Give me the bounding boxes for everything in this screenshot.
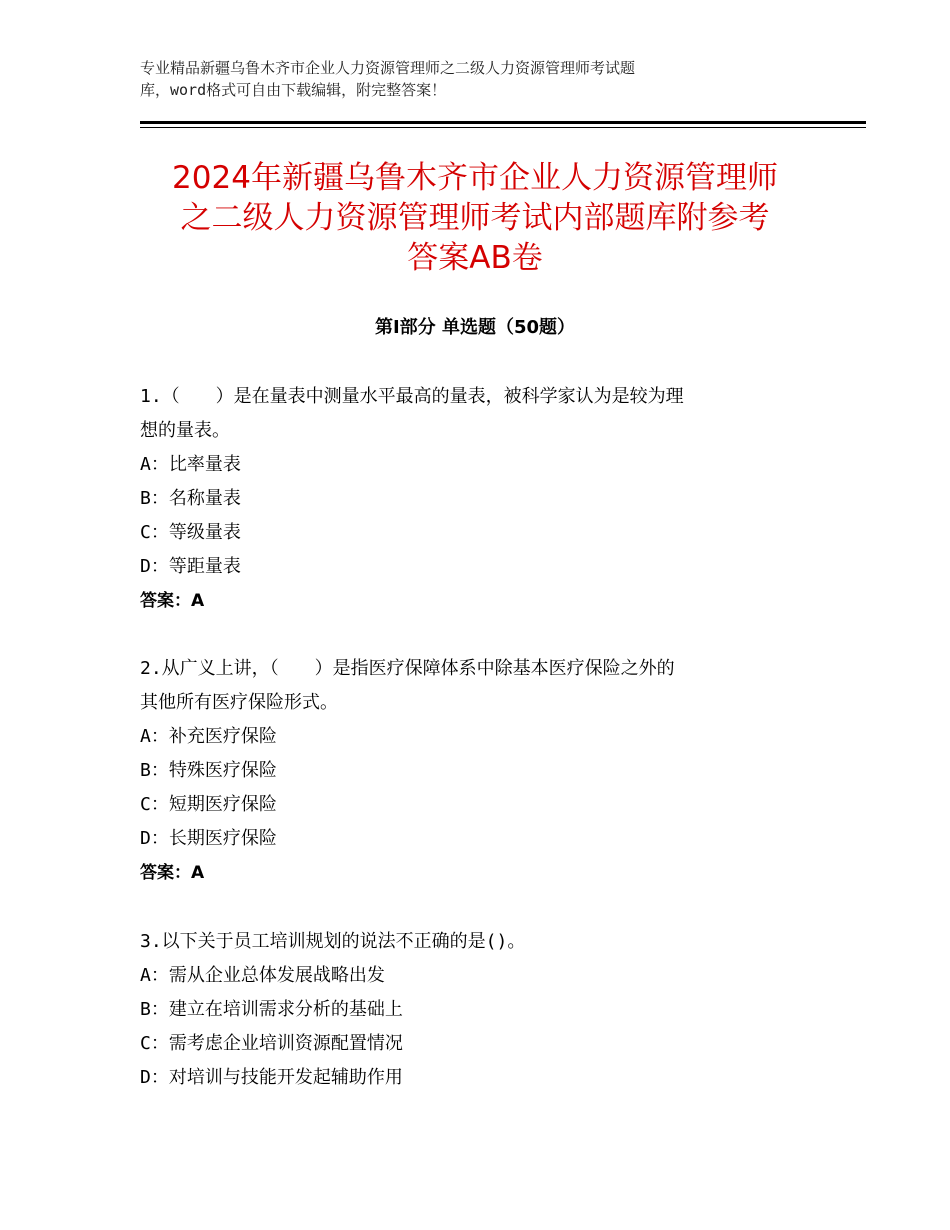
answer-line: 答案：A	[140, 591, 205, 611]
option-d: D：等距量表	[140, 556, 241, 577]
header-divider-thick	[140, 121, 866, 124]
question-stem-line: 想的量表。	[140, 420, 230, 441]
option-a: A：补充医疗保险	[140, 726, 277, 747]
section-title: 第Ⅰ部分 单选题（50题）	[374, 317, 575, 338]
document-title-line: 之二级人力资源管理师考试内部题库附参考	[180, 200, 770, 236]
question-stem-line: 其他所有医疗保险形式。	[140, 692, 338, 713]
question-1	[140, 380, 820, 618]
option-b: B：名称量表	[140, 488, 241, 509]
option-b: B：特殊医疗保险	[140, 760, 277, 781]
header-note-line: 库，word格式可自由下载编辑，附完整答案！	[140, 81, 447, 99]
answer-line: 答案：A	[140, 863, 205, 883]
header-divider-thin	[140, 127, 866, 128]
question-3	[140, 925, 820, 1095]
question-stem-line: 3.以下关于员工培训规划的说法不正确的是()。	[140, 931, 526, 952]
header-note-line: 专业精品新疆乌鲁木齐市企业人力资源管理师之二级人力资源管理师考试题	[140, 59, 636, 77]
question-stem-line: 1.（ ）是在量表中测量水平最高的量表，被科学家认为是较为理	[140, 386, 684, 407]
option-d: D：长期医疗保险	[140, 828, 277, 849]
option-c: C：等级量表	[140, 522, 241, 543]
option-c: C：短期医疗保险	[140, 794, 277, 815]
option-c: C：需考虑企业培训资源配置情况	[140, 1033, 403, 1054]
option-a: A：需从企业总体发展战略出发	[140, 965, 385, 986]
document-title-line: 2024年新疆乌鲁木齐市企业人力资源管理师	[172, 160, 778, 196]
option-d: D：对培训与技能开发起辅助作用	[140, 1067, 403, 1088]
question-2	[140, 652, 820, 890]
document-title	[100, 158, 850, 278]
header-note	[140, 57, 780, 101]
option-b: B：建立在培训需求分析的基础上	[140, 999, 403, 1020]
option-a: A：比率量表	[140, 454, 241, 475]
document-title-line: 答案AB卷	[407, 240, 543, 276]
question-stem-line: 2.从广义上讲，（ ）是指医疗保障体系中除基本医疗保险之外的	[140, 658, 675, 679]
